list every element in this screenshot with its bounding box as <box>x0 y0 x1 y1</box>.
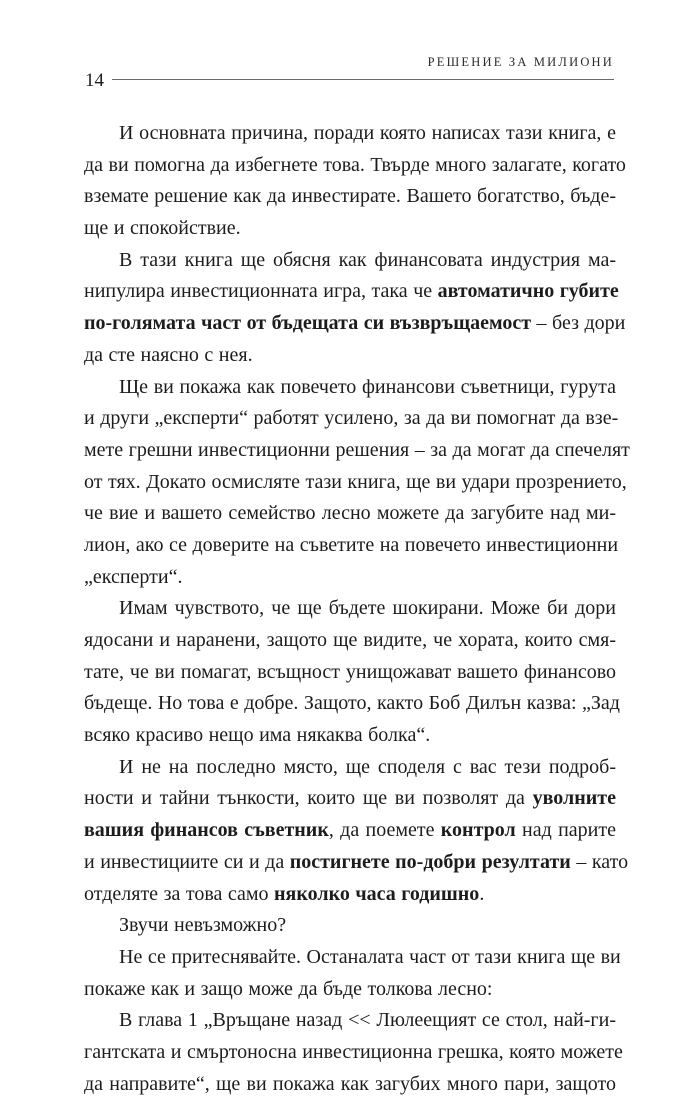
text-line <box>84 625 616 657</box>
text-run: гантската и смъртоносна инвестиционна грешка, която можете <box>84 1040 623 1063</box>
text-run: вземате решение как да инвестирате. Вашето богатство, бъде- <box>84 185 616 208</box>
text-line <box>84 974 616 1006</box>
text-run: лион, ако се доверите на съветите на повечето инвестиционни <box>84 533 619 556</box>
text-run: от тях. Докато осмисляте тази книга, ще ви удари прозрението, <box>84 470 627 493</box>
text-line <box>84 910 616 942</box>
text-line <box>84 562 616 594</box>
text-line <box>84 1069 616 1100</box>
text-run: нипулира инвестиционната игра, така че <box>84 280 438 303</box>
text-line <box>84 118 616 150</box>
text-line <box>84 783 616 815</box>
bold-text: няколко часа годишно <box>274 882 480 905</box>
text-run: мете грешни инвестиционни решения – за да могат да спечелят <box>84 438 630 461</box>
text-line <box>84 213 616 245</box>
text-run: да ви помогна да избегнете това. Твърде много залагате, когато <box>84 153 626 176</box>
text-run: всяко красиво нещо има някаква болка“. <box>84 724 431 747</box>
text-line <box>84 372 616 404</box>
text-run: ядосани и наранени, защото ще видите, че хората, които смя- <box>84 629 616 651</box>
running-header: РЕШЕНИЕ ЗА МИЛИОНИ <box>427 55 614 69</box>
text-line <box>84 720 616 752</box>
text-run: и инвестициите си и да <box>84 850 290 873</box>
text-run: бъдеще. Но това е добре. Защото, както Боб Дилън казва: „Зад <box>84 692 620 715</box>
text-line <box>84 245 616 277</box>
text-run: ще и спокойствие. <box>84 217 241 240</box>
text-run: над парите <box>515 819 617 842</box>
text-line <box>84 847 629 879</box>
bold-text: по-голямата част от бъдещата си възвръщаемост <box>84 312 532 335</box>
text-run: Звучи невъзможно? <box>119 914 287 937</box>
page-number: 14 <box>85 70 104 91</box>
text-run: – без дори <box>531 312 626 335</box>
text-run: Имам чувството, че ще бъдете шокирани. Може би дори <box>119 597 616 620</box>
text-run: тате, че ви помагат, всъщност унищожават вашето финансово <box>84 660 616 683</box>
text-run: В глава 1 „Връщане назад << Люлеещият се стол, най-ги- <box>119 1009 616 1032</box>
bold-text: уволните <box>532 787 616 810</box>
text-line <box>84 403 619 435</box>
text-line <box>84 593 616 625</box>
text-run: . <box>479 882 485 905</box>
text-line <box>84 1005 616 1037</box>
text-line <box>84 879 616 911</box>
text-run: да сте наясно с нея. <box>84 343 253 366</box>
text-line <box>84 942 621 974</box>
text-run: – като <box>570 850 629 873</box>
text-run: отделяте за това само <box>84 882 275 905</box>
text-line <box>84 150 626 182</box>
text-run: В тази книга ще обясня как финансовата индустрия ма- <box>119 248 616 271</box>
text-line <box>84 276 619 308</box>
text-line <box>84 815 616 847</box>
bold-text: автоматично губите <box>437 280 619 303</box>
bold-text: вашия финансов съветник <box>84 819 329 842</box>
text-line <box>84 498 616 530</box>
text-run: И не на последно място, ще споделя с вас тези подроб- <box>119 755 616 778</box>
text-line <box>84 530 619 562</box>
text-run: И основната причина, поради която написах тази книга, е <box>119 122 616 144</box>
text-line <box>84 308 626 340</box>
text-line <box>84 657 616 689</box>
bold-text: постигнете по-добри резултати <box>289 850 571 873</box>
text-line <box>84 181 616 213</box>
text-run: да направите“, ще ви покажа как загубих много пари, защото <box>84 1072 616 1095</box>
text-line <box>84 435 630 467</box>
text-run: и други „експерти“ работят усилено, за да ви помогнат да взе- <box>84 407 619 430</box>
text-run: „експерти“. <box>84 565 183 588</box>
text-run: покаже как и защо може да бъде толкова лесно: <box>84 977 493 1000</box>
text-line <box>84 467 627 499</box>
bold-text: контрол <box>440 819 516 842</box>
text-line <box>84 1037 623 1069</box>
text-line <box>84 688 620 720</box>
text-line <box>84 340 616 372</box>
text-run: Не се притеснявайте. Останалата част от тази книга ще ви <box>119 945 621 968</box>
header-rule <box>112 79 614 80</box>
text-run: , да поемете <box>328 819 441 842</box>
text-run: че вие и вашето семейство лесно можете да загубите над ми- <box>84 502 616 525</box>
text-line <box>84 752 616 784</box>
body-text <box>84 118 630 1100</box>
text-run: Ще ви покажа как повечето финансови съветници, гурута <box>119 375 616 398</box>
text-run: ности и тайни тънкости, които ще ви позволят да <box>84 787 533 810</box>
